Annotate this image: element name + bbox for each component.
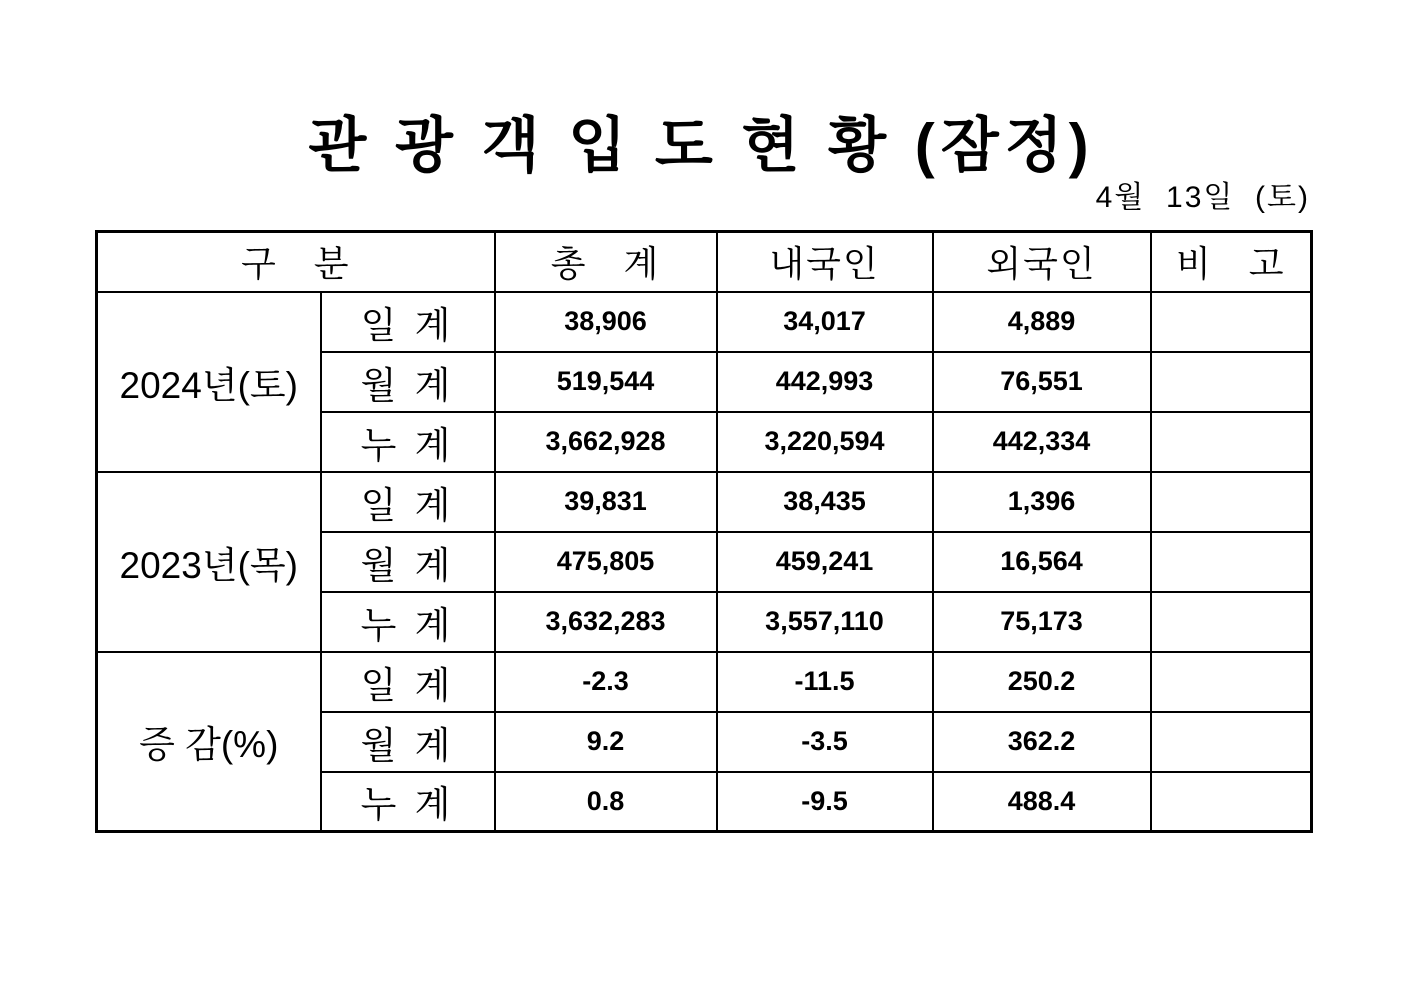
row-label-monthly: 월 계 [321, 532, 495, 592]
foreign-value: 362.2 [933, 712, 1151, 772]
total-value: 3,632,283 [495, 592, 717, 652]
total-value: 39,831 [495, 472, 717, 532]
table-row [97, 472, 1312, 532]
foreign-value: 4,889 [933, 292, 1151, 352]
header-foreign: 외국인 [933, 232, 1151, 292]
row-label-cumulative: 누 계 [321, 592, 495, 652]
remark-cell [1151, 712, 1312, 772]
section-label-2024: 2024년(토) [97, 292, 321, 472]
header-total: 총 계 [495, 232, 717, 292]
foreign-value: 1,396 [933, 472, 1151, 532]
row-label-cumulative: 누 계 [321, 412, 495, 472]
remark-cell [1151, 532, 1312, 592]
document-date: 4월 13일 (토) [1095, 181, 1310, 214]
row-label-daily: 일 계 [321, 652, 495, 712]
tourist-arrival-table [95, 230, 1313, 833]
foreign-value: 250.2 [933, 652, 1151, 712]
header-remarks: 비 고 [1151, 232, 1312, 292]
row-label-cumulative: 누 계 [321, 772, 495, 832]
header-row [97, 232, 1312, 292]
foreign-value: 16,564 [933, 532, 1151, 592]
table-row [97, 652, 1312, 712]
remark-cell [1151, 292, 1312, 352]
total-value: 9.2 [495, 712, 717, 772]
remark-cell [1151, 472, 1312, 532]
header-domestic: 내국인 [717, 232, 933, 292]
foreign-value: 488.4 [933, 772, 1151, 832]
document-title: 관 광 객 입 도 현 황 (잠정) [308, 112, 1095, 179]
foreign-value: 442,334 [933, 412, 1151, 472]
row-label-daily: 일 계 [321, 472, 495, 532]
domestic-value: 459,241 [717, 532, 933, 592]
row-label-daily: 일 계 [321, 292, 495, 352]
row-label-monthly: 월 계 [321, 712, 495, 772]
foreign-value: 76,551 [933, 352, 1151, 412]
domestic-value: 38,435 [717, 472, 933, 532]
domestic-value: -3.5 [717, 712, 933, 772]
domestic-value: -11.5 [717, 652, 933, 712]
total-value: 0.8 [495, 772, 717, 832]
domestic-value: 442,993 [717, 352, 933, 412]
total-value: 475,805 [495, 532, 717, 592]
total-value: -2.3 [495, 652, 717, 712]
domestic-value: 3,220,594 [717, 412, 933, 472]
domestic-value: 34,017 [717, 292, 933, 352]
remark-cell [1151, 772, 1312, 832]
remark-cell [1151, 652, 1312, 712]
remark-cell [1151, 592, 1312, 652]
table-row [97, 292, 1312, 352]
section-label-2023: 2023년(목) [97, 472, 321, 652]
section-label-change: 증 감(%) [97, 652, 321, 832]
row-label-monthly: 월 계 [321, 352, 495, 412]
remark-cell [1151, 352, 1312, 412]
foreign-value: 75,173 [933, 592, 1151, 652]
domestic-value: 3,557,110 [717, 592, 933, 652]
remark-cell [1151, 412, 1312, 472]
header-category: 구 분 [97, 232, 495, 292]
total-value: 38,906 [495, 292, 717, 352]
total-value: 3,662,928 [495, 412, 717, 472]
domestic-value: -9.5 [717, 772, 933, 832]
total-value: 519,544 [495, 352, 717, 412]
